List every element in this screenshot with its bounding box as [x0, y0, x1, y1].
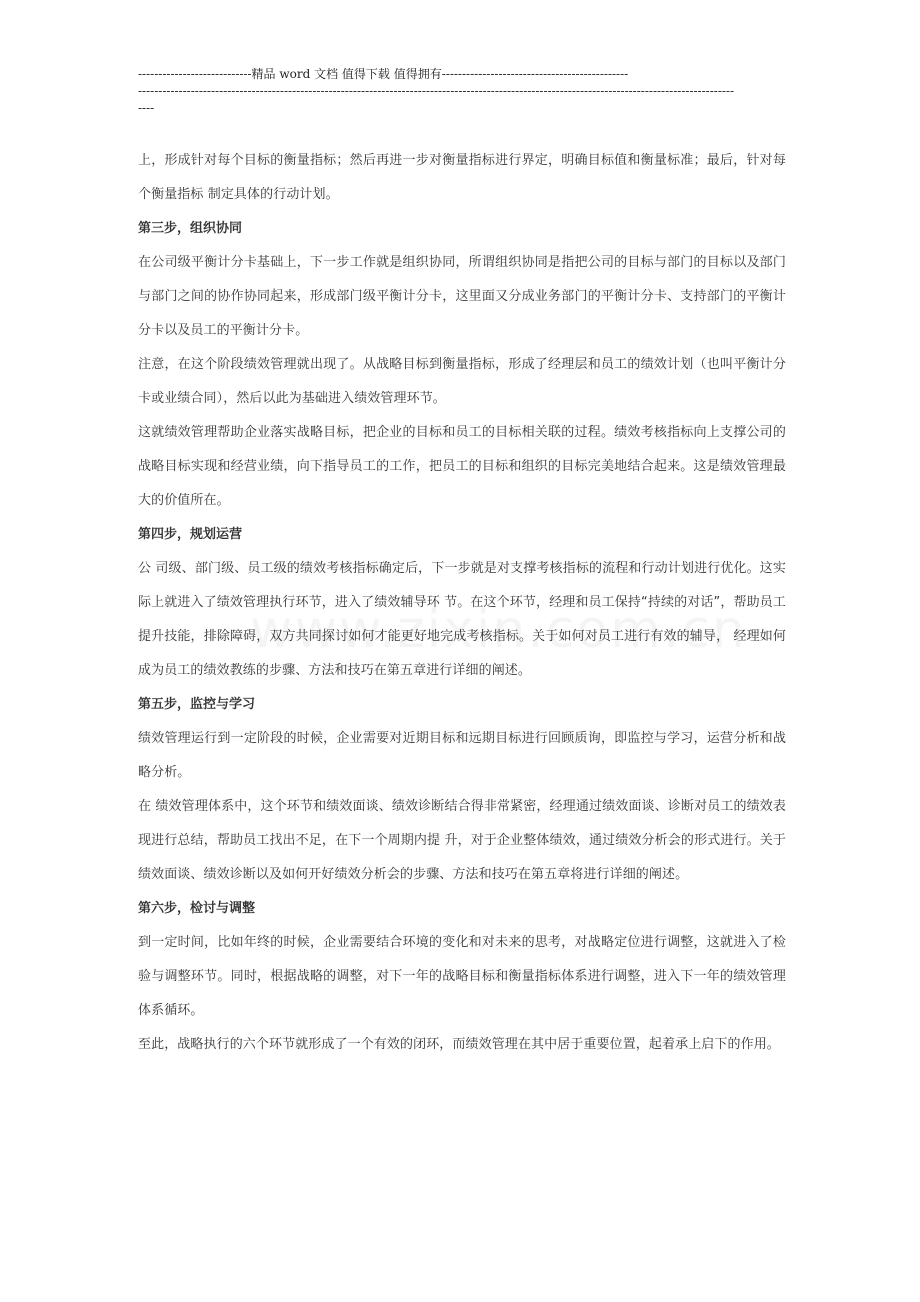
section-heading: 第六步，检讨与调整 — [138, 901, 256, 916]
paragraph: 到一定时间，比如年终的时候，企业需要结合环境的变化和对未来的思考，对战略定位进行调整，这就进入了检验与调整环节。同时，根据战略的调整，对下一年的战略目标和衡量指标体系进行调整，进入下一年的绩效管理体系循环。 — [138, 935, 786, 1018]
paragraph: 上，形成针对每个目标的衡量指标；然后再进一步对衡量指标进行界定，明确目标值和衡量标准；最后，针对每个衡量指标 制定具体的行动计划。 — [138, 153, 786, 202]
header-rule-line: --------------------------------------------------------------------------------------------------------------------------------------------------- — [138, 84, 735, 98]
section-heading: 第四步，规划运营 — [138, 527, 243, 542]
paragraph: 至此，战略执行的六个环节就形成了一个有效的闭环，而绩效管理在其中居于重要位置，起着承上启下的作用。 — [138, 1037, 780, 1052]
header-title-line: ----------------------------精品 word 文档 值得下载 值得拥有---------------------------------------------- — [138, 67, 629, 81]
paragraph: 在公司级平衡计分卡基础上，下一步工作就是组织协同，所谓组织协同是指把公司的目标与部门的目标以及部门与部门之间的协作协同起来，形成部门级平衡计分卡，这里面又分成业务部门的平衡计分卡、支持部门的平衡计分卡以及员工的平衡计分卡。 — [138, 255, 786, 338]
paragraph: 这就绩效管理帮助企业落实战略目标，把企业的目标和员工的目标相关联的过程。绩效考核指标向上支撑公司的战略目标实现和经营业绩，向下指导员工的工作，把员工的目标和组织的目标完美地结合起来。这是绩效管理最大的价值所在。 — [138, 425, 786, 508]
document-body — [138, 144, 786, 1062]
paragraph: 注意，在这个阶段绩效管理就出现了。从战略目标到衡量指标，形成了经理层和员工的绩效计划（也叫平衡计分卡或业绩合同），然后以此为基础进入绩效管理环节。 — [138, 357, 786, 406]
section-heading: 第三步，组织协同 — [138, 221, 243, 236]
header-rule-tail: ---- — [138, 101, 155, 115]
paragraph: 公 司级、部门级、员工级的绩效考核指标确定后，下一步就是对支撑考核指标的流程和行动计划进行优化。这实际上就进入了绩效管理执行环节，进入了绩效辅导环 节。在这个环节，经理和员工保持“持续的对话”，帮助员工提升技能，排除障碍，双方共同探讨如何才能更好地完成考核指标。关于如何对员工进行有效的辅导， 经理如何成为员工的绩效教练的步骤、方法和技巧在第五章进行详细的阐述。 — [138, 561, 786, 678]
section-heading: 第五步，监控与学习 — [138, 697, 256, 712]
paragraph: 在 绩效管理体系中，这个环节和绩效面谈、绩效诊断结合得非常紧密，经理通过绩效面谈、诊断对员工的绩效表现进行总结，帮助员工找出不足，在下一个周期内提 升，对于企业整体绩效，通过绩效分析会的形式进行。关于绩效面谈、绩效诊断以及如何开好绩效分析会的步骤、方法和技巧在第五章将进行详细的阐述。 — [138, 799, 786, 882]
paragraph: 绩效管理运行到一定阶段的时候，企业需要对近期目标和远期目标进行回顾质询，即监控与学习，运营分析和战略分析。 — [138, 731, 786, 780]
